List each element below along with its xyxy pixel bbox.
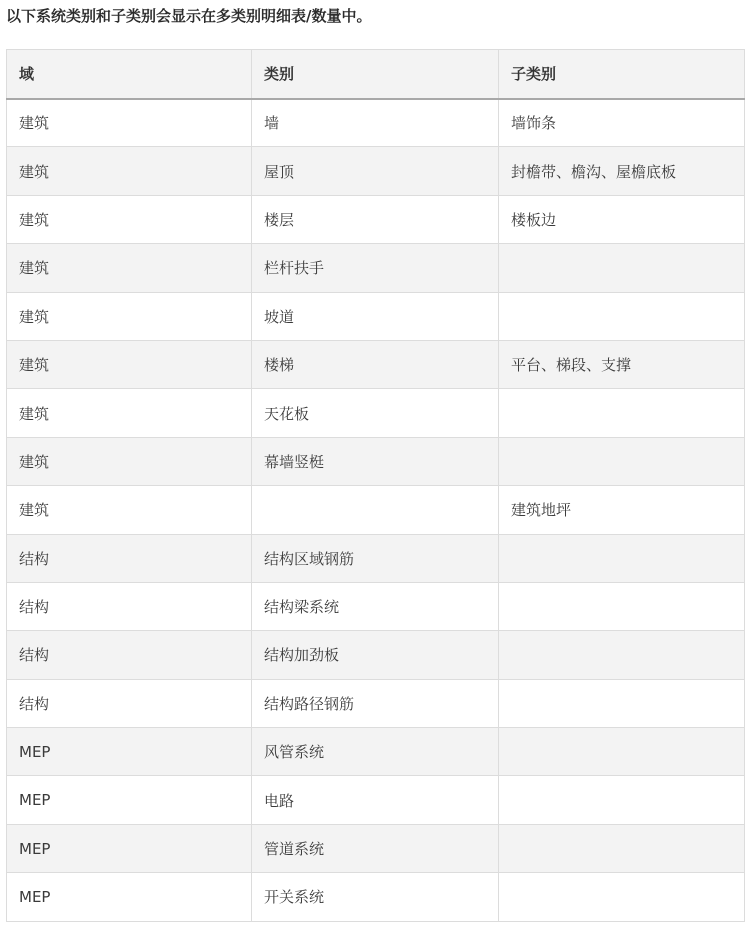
cell-category: 幕墙竖梃 xyxy=(252,437,499,485)
cell-domain: 结构 xyxy=(7,534,252,582)
cell-subcategory: 平台、梯段、支撑 xyxy=(499,340,745,388)
cell-subcategory xyxy=(499,389,745,437)
cell-domain: 建筑 xyxy=(7,147,252,195)
cell-category: 风管系统 xyxy=(252,728,499,776)
cell-subcategory: 建筑地坪 xyxy=(499,486,745,534)
cell-subcategory: 楼板边 xyxy=(499,195,745,243)
intro-text: 以下系统类别和子类别会显示在多类别明细表/数量中。 xyxy=(6,7,372,25)
cell-domain: 建筑 xyxy=(7,389,252,437)
cell-domain: 建筑 xyxy=(7,195,252,243)
cell-category: 结构加劲板 xyxy=(252,631,499,679)
table-row xyxy=(7,340,745,388)
cell-domain: 建筑 xyxy=(7,244,252,292)
cell-subcategory xyxy=(499,244,745,292)
cell-category: 楼梯 xyxy=(252,340,499,388)
category-table xyxy=(6,49,745,922)
cell-category: 电路 xyxy=(252,776,499,824)
table-row xyxy=(7,824,745,872)
cell-category: 管道系统 xyxy=(252,824,499,872)
table-row xyxy=(7,728,745,776)
table-row xyxy=(7,582,745,630)
table-body xyxy=(7,99,745,922)
cell-subcategory xyxy=(499,534,745,582)
cell-subcategory xyxy=(499,824,745,872)
cell-subcategory xyxy=(499,631,745,679)
table-row xyxy=(7,437,745,485)
table-row xyxy=(7,195,745,243)
table-row xyxy=(7,776,745,824)
table-header xyxy=(7,50,745,99)
cell-domain: 建筑 xyxy=(7,292,252,340)
header-category: 类别 xyxy=(252,50,499,99)
cell-subcategory xyxy=(499,292,745,340)
cell-category: 楼层 xyxy=(252,195,499,243)
cell-subcategory xyxy=(499,582,745,630)
cell-subcategory xyxy=(499,679,745,727)
cell-subcategory: 墙饰条 xyxy=(499,99,745,147)
cell-category: 栏杆扶手 xyxy=(252,244,499,292)
table-row xyxy=(7,99,745,147)
cell-subcategory: 封檐带、檐沟、屋檐底板 xyxy=(499,147,745,195)
cell-domain: MEP xyxy=(7,824,252,872)
table-row xyxy=(7,244,745,292)
table-header-row xyxy=(7,50,745,99)
cell-category: 墙 xyxy=(252,99,499,147)
cell-category: 屋顶 xyxy=(252,147,499,195)
cell-category: 结构梁系统 xyxy=(252,582,499,630)
cell-subcategory xyxy=(499,437,745,485)
cell-category: 结构区域钢筋 xyxy=(252,534,499,582)
cell-subcategory xyxy=(499,728,745,776)
cell-domain: 结构 xyxy=(7,582,252,630)
category-table-container xyxy=(6,49,744,922)
cell-category: 天花板 xyxy=(252,389,499,437)
cell-domain: 建筑 xyxy=(7,437,252,485)
table-row xyxy=(7,389,745,437)
cell-category: 坡道 xyxy=(252,292,499,340)
cell-domain: 建筑 xyxy=(7,99,252,147)
cell-category: 结构路径钢筋 xyxy=(252,679,499,727)
table-row xyxy=(7,147,745,195)
table-row xyxy=(7,292,745,340)
table-row xyxy=(7,679,745,727)
table-row xyxy=(7,631,745,679)
cell-domain: MEP xyxy=(7,728,252,776)
cell-subcategory xyxy=(499,873,745,921)
cell-domain: 建筑 xyxy=(7,486,252,534)
cell-domain: 建筑 xyxy=(7,340,252,388)
cell-domain: MEP xyxy=(7,776,252,824)
table-row xyxy=(7,873,745,921)
header-subcategory: 子类别 xyxy=(499,50,745,99)
cell-domain: MEP xyxy=(7,873,252,921)
table-row xyxy=(7,534,745,582)
header-domain: 域 xyxy=(7,50,252,99)
cell-domain: 结构 xyxy=(7,631,252,679)
cell-category xyxy=(252,486,499,534)
cell-subcategory xyxy=(499,776,745,824)
cell-domain: 结构 xyxy=(7,679,252,727)
table-row xyxy=(7,486,745,534)
cell-category: 开关系统 xyxy=(252,873,499,921)
